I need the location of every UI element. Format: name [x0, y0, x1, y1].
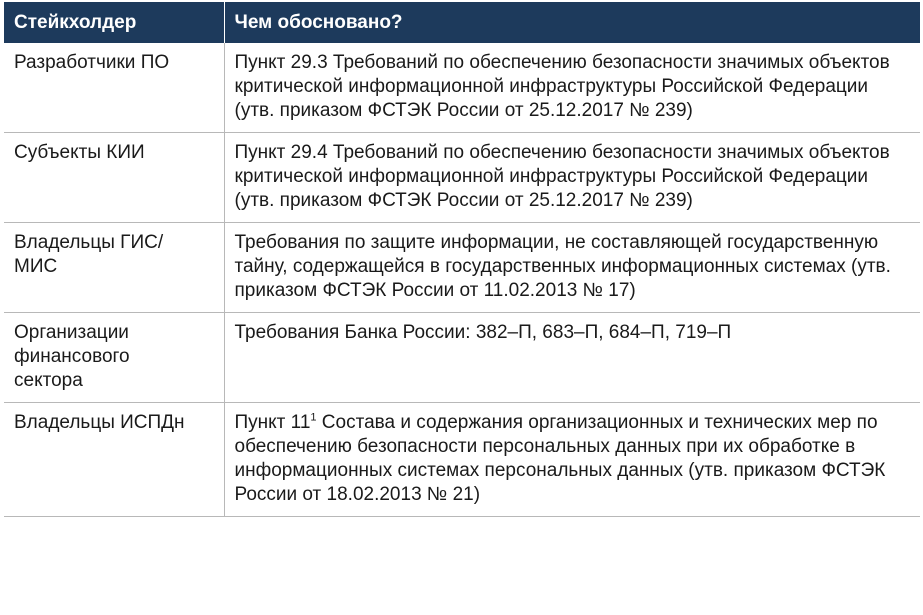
- table-row: [4, 223, 920, 313]
- column-header-basis: Чем обосновано?: [224, 2, 920, 43]
- stakeholder-table: [4, 2, 920, 517]
- stakeholder-cell: Организации финансового сектора: [4, 313, 224, 403]
- basis-cell: Пункт 29.3 Требований по обеспечению безопасности значимых объектов критической информационной инфраструктуры Российской Федерации (утв. приказом ФСТЭК России от 25.12.2017 № 239): [224, 43, 920, 133]
- header-row: [4, 2, 920, 43]
- stakeholder-cell: Владельцы ИСПДн: [4, 403, 224, 517]
- table-row: [4, 403, 920, 517]
- basis-cell: Требования Банка России: 382–П, 683–П, 684–П, 719–П: [224, 313, 920, 403]
- basis-cell: Требования по защите информации, не составляющей государственную тайну, содержащейся в государственных информационных системах (утв. приказом ФСТЭК России от 11.02.2013 № 17): [224, 223, 920, 313]
- table-row: [4, 133, 920, 223]
- stakeholder-cell: Субъекты КИИ: [4, 133, 224, 223]
- stakeholder-cell: Разработчики ПО: [4, 43, 224, 133]
- footnote-superscript: 1: [310, 411, 317, 424]
- basis-cell: [224, 403, 920, 517]
- basis-text: Состава и содержания организационных и технических мер по обеспечению безопасности персональных данных при их обработке в информационных системах персональных данных (утв. приказом ФСТЭК России от 18.02.2013 № 21): [234, 412, 886, 505]
- basis-prefix: Пункт 11: [234, 412, 311, 433]
- table-header: [4, 2, 920, 43]
- basis-cell: Пункт 29.4 Требований по обеспечению безопасности значимых объектов критической информационной инфраструктуры Российской Федерации (утв. приказом ФСТЭК России от 25.12.2017 № 239): [224, 133, 920, 223]
- table-row: [4, 313, 920, 403]
- table-body: [4, 43, 920, 517]
- stakeholder-cell: Владельцы ГИС/МИС: [4, 223, 224, 313]
- column-header-stakeholder: Стейкхолдер: [4, 2, 224, 43]
- table-row: [4, 43, 920, 133]
